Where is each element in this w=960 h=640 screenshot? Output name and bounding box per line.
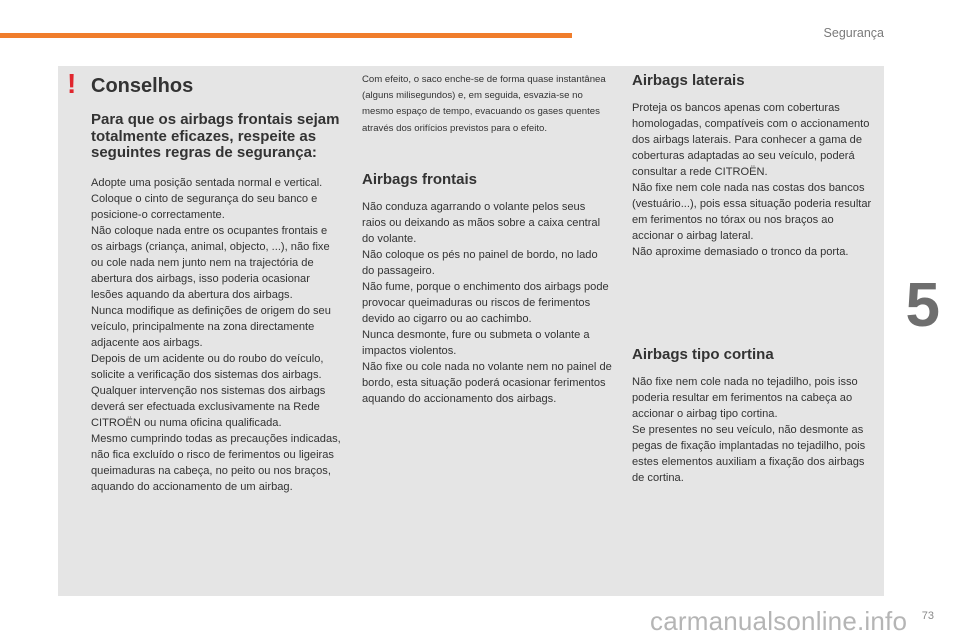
watermark: carmanualsonline.info [650,606,908,636]
lateral-airbags-body: Proteja os bancos apenas com coberturas homologadas, compatíveis com o accionamento dos airbags laterais. Para conhecer a gama de coberturas adaptadas ao seu veículo, poderá consultar a rede CITROËN. Não fixe nem cole nada nas costas dos bancos (vestuário...), pois essa situação poderia resultar em ferimentos no tórax ou nos braços ao accionar o airbag lateral. Não aproxime demasiado o tronco da porta. [632,102,872,258]
frontal-column [362,72,612,407]
section-title: Segurança [823,26,884,40]
curtain-airbags-title: Airbags tipo cortina [632,346,774,363]
advice-column [91,72,341,495]
page-number: 73 [921,610,934,622]
lateral-airbags-title: Airbags laterais [632,72,745,89]
inflation-note: Com efeito, o saco enche-se de forma quase instantânea (alguns milisegundos) e, em seguida, esvazia-se no mesmo espaço de tempo, evacuando os gases quentes através dos orifícios previstos para o efeito. [362,74,606,134]
chapter-number: 5 [905,271,940,340]
advice-body: Adopte uma posição sentada normal e vertical. Coloque o cinto de segurança do seu banco e posicione-o correctamente. Não coloque nada entre os ocupantes frontais e os airbags (criança, animal, objecto, ...), não fixe ou cole nada nem junto nem na trajectória de abertura dos airbags, isso poderia ocasionar lesões aquando da abertura dos airbags. Nunca modifique as definições de origem do seu veículo, principalmente na zona directamente adjacente aos airbags. Depois de um acidente ou do roubo do veículo, solicite a verificação dos sistemas dos airbags. Qualquer intervenção nos sistemas dos airbags deverá ser efectuada exclusivamente na Rede CITROËN ou numa oficina qualificada. Mesmo cumprindo todas as precauções indicadas, não fica excluído o risco de ferimentos ou ligeiras queimaduras na cabeça, no peito ou nos braços, aquando do accionamento de um airbag. [91,176,341,493]
header-accent-bar [0,33,572,38]
curtain-airbags-body: Não fixe nem cole nada no tejadilho, pois isso poderia resultar em ferimentos na cabeça ao accionar o airbag tipo cortina. Se presentes no seu veículo, não desmonte as pegas de fixação implantadas no tejadilho, pois estes elementos auxiliam a fixação dos airbags de cortina. [632,376,866,484]
advice-subtitle: Para que os airbags frontais sejam totalmente eficazes, respeite as seguintes regras de segurança: [91,111,340,161]
advice-title: Conselhos [91,75,194,97]
frontal-airbags-body: Não conduza agarrando o volante pelos seus raios ou deixando as mãos sobre a caixa central do volante. Não coloque os pés no painel de bordo, no lado do passageiro. Não fume, porque o enchimento dos airbags pode provocar queimaduras ou riscos de ferimentos devido ao cigarro ou ao cachimbo. Nunca desmonte, fure ou submeta o volante a impactos violentos. Não fixe ou cole nada no volante nem no painel de bordo, esta situação poderá ocasionar ferimentos aquando do accionamento dos airbags. [362,200,612,405]
frontal-airbags-title: Airbags frontais [362,170,478,188]
side-curtain-column [632,72,877,486]
warning-icon: ! [67,68,77,99]
